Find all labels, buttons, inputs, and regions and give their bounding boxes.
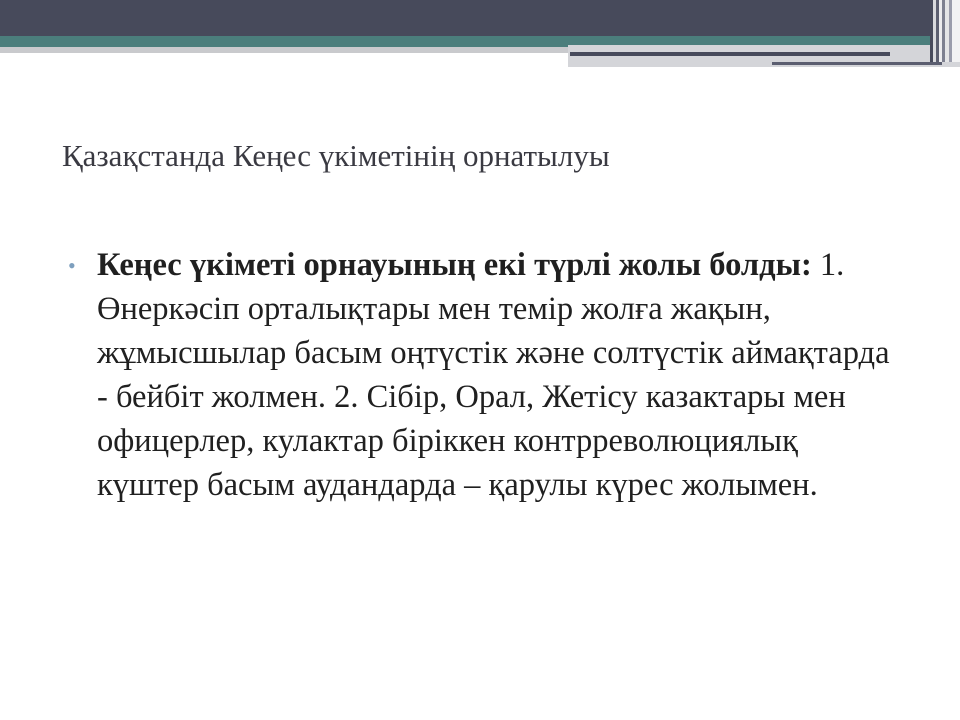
bullet-bold-lead: Кеңес үкіметі орнауының екі түрлі жолы болды: [97,247,812,283]
header-accent-line-lower [772,62,942,65]
bullet-text [97,243,907,507]
slide-title: Қазақстанда Кеңес үкіметінің орнатылуы [62,138,610,173]
header-dark-band [0,0,960,36]
bullet-marker: • [68,253,76,278]
header-accent-line [570,52,890,56]
header-edge-stripes [930,0,960,62]
bullet-body-text: 1. Өнеркәсіп орталықтары мен темір жолға жақын, жұмысшылар басым оңтүстік және солтүстік аймақтарда - бейбіт жолмен. 2. Сібір, Орал, Жетісу казактары мен офицерлер, кулактар біріккен контрреволюциялық күштер басым аудандарда – қарулы күрес жолымен. [97,247,890,503]
